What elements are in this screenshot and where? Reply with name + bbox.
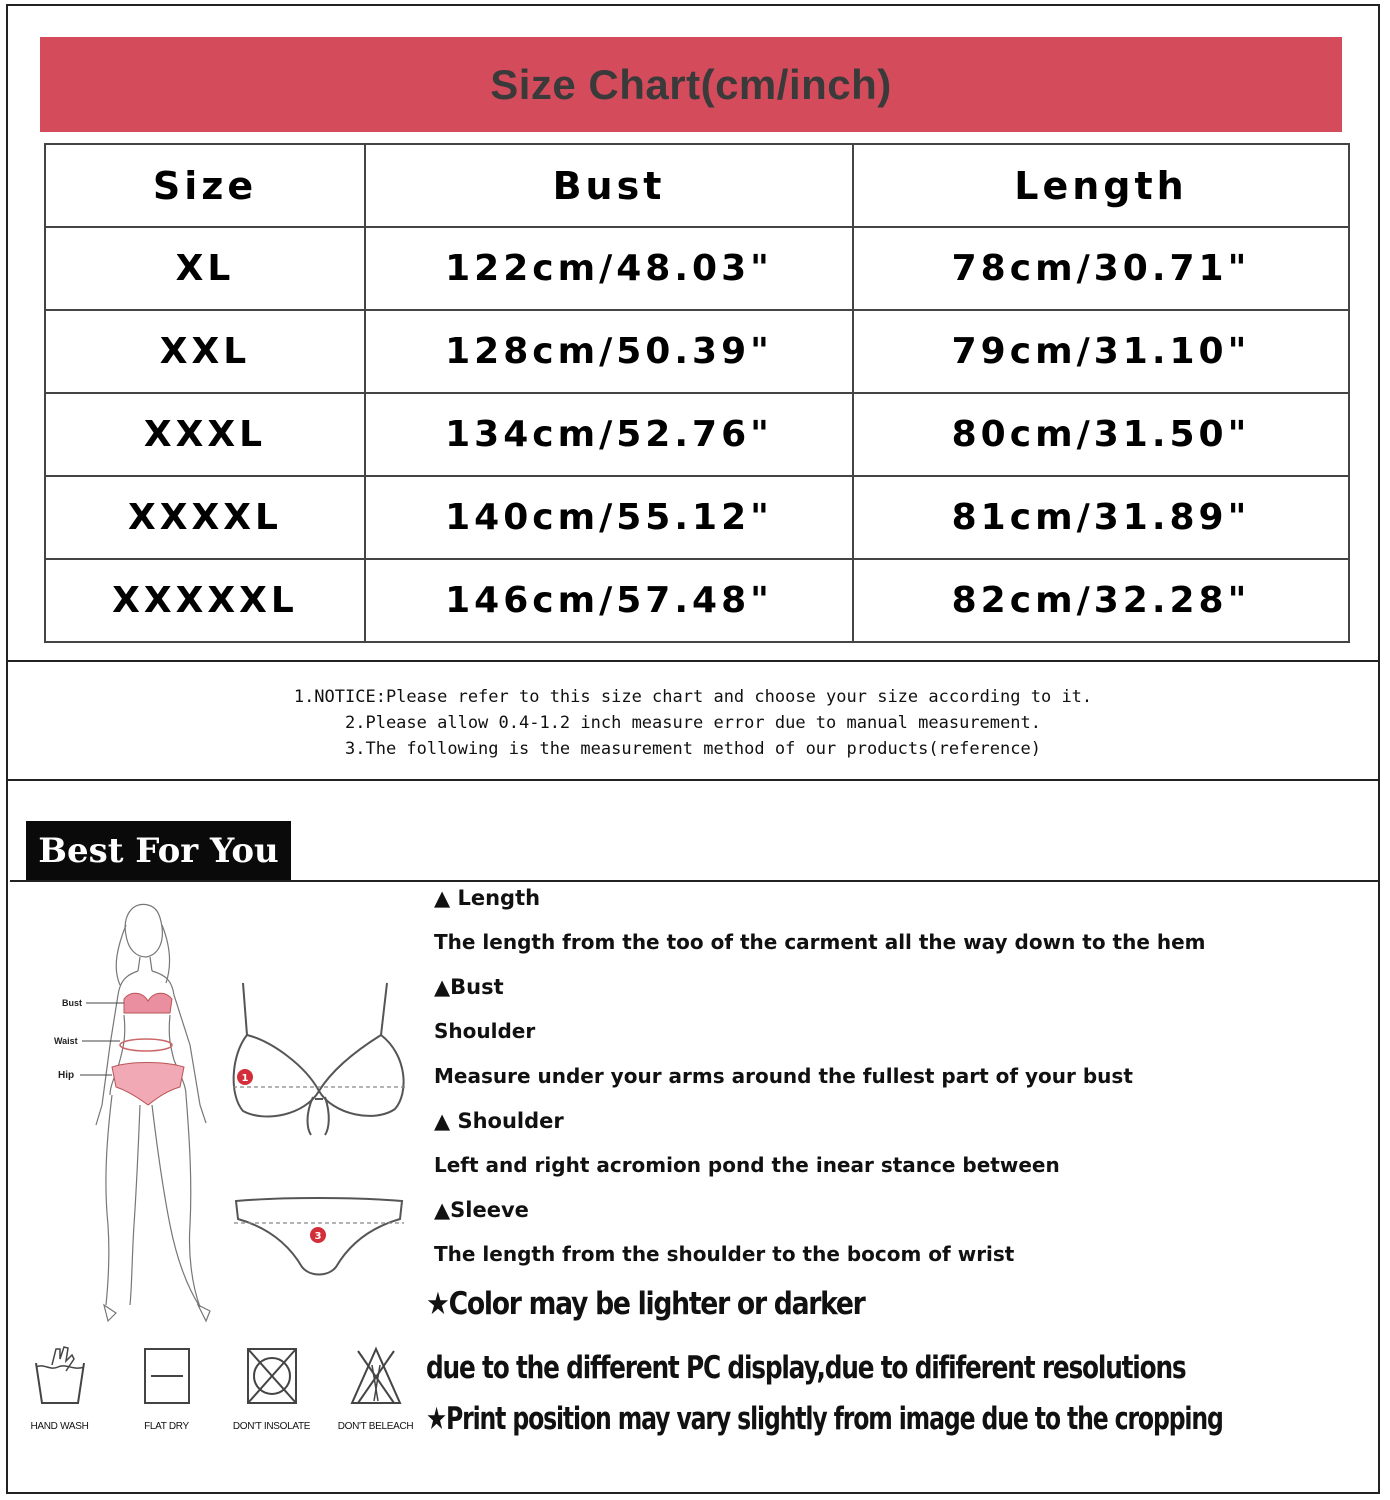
length-description: The length from the too of the carment all the way down to the hem: [434, 930, 1206, 954]
shoulder-description: Left and right acromion pond the inear stance between: [434, 1153, 1060, 1177]
shoulder-heading: ▲ Shoulder: [434, 1109, 564, 1133]
notice-block: [6, 684, 1380, 762]
dont-bleach-icon: [346, 1345, 406, 1407]
dont-insolate-icon: [242, 1345, 302, 1407]
notice-line: 3.The following is the measurement method of our products(reference): [345, 739, 1041, 759]
banner-title: Size Chart(cm/inch): [490, 60, 892, 108]
disclaimer-color: ★Color may be lighter or darker: [426, 1286, 865, 1322]
table-header-row: [45, 144, 1349, 227]
cell-size: XXXXL: [45, 476, 365, 559]
care-flat-dry: [119, 1345, 214, 1432]
cell-length: 81cm/31.89": [853, 476, 1349, 559]
label-bust: Bust: [62, 998, 82, 1008]
label-hip: Hip: [58, 1070, 75, 1081]
header-size: Size: [45, 144, 365, 227]
care-hand-wash: [12, 1345, 107, 1432]
table-row: [45, 476, 1349, 559]
cell-length: 78cm/30.71": [853, 227, 1349, 310]
cell-size: XXL: [45, 310, 365, 393]
marker-one-label: 1: [241, 1073, 249, 1084]
table-row: [45, 393, 1349, 476]
best-for-you-tab: [26, 821, 291, 881]
header-length: Length: [853, 144, 1349, 227]
care-label: DON'T BELEACH: [337, 1421, 414, 1432]
care-dont-bleach: [328, 1345, 423, 1432]
disclaimer-display: due to the different PC display,due to dififerent resolutions: [426, 1350, 1186, 1386]
divider-top: [6, 660, 1380, 662]
care-label: DON'T INSOLATE: [232, 1421, 311, 1432]
divider-bottom: [6, 779, 1380, 781]
cell-bust: 146cm/57.48": [365, 559, 853, 642]
cell-length: 80cm/31.50": [853, 393, 1349, 476]
care-label: HAND WASH: [30, 1421, 89, 1432]
marker-three-label: 3: [314, 1231, 322, 1242]
length-heading: ▲ Length: [434, 886, 541, 910]
cell-size: XL: [45, 227, 365, 310]
sleeve-description: The length from the shoulder to the bocom of wrist: [434, 1242, 1015, 1266]
notice-line: 1.NOTICE:Please refer to this size chart and choose your size according to it.: [293, 687, 1093, 707]
bra-diagram: [225, 975, 415, 1145]
notice-line: 2.Please allow 0.4-1.2 inch measure error due to manual measurement.: [345, 713, 1041, 733]
cell-bust: 128cm/50.39": [365, 310, 853, 393]
table-row: [45, 559, 1349, 642]
disclaimer-print: ★Print position may vary slightly from image due to the cropping: [426, 1401, 1223, 1437]
cell-length: 79cm/31.10": [853, 310, 1349, 393]
best-underline: [10, 880, 1378, 882]
bust-subheading: Shoulder: [434, 1019, 536, 1043]
label-waist: Waist: [54, 1036, 78, 1046]
bust-description: Measure under your arms around the fullest part of your bust: [434, 1064, 1133, 1088]
cell-size: XXXL: [45, 393, 365, 476]
header-bust: Bust: [365, 144, 853, 227]
cell-bust: 134cm/52.76": [365, 393, 853, 476]
cell-size: XXXXXL: [45, 559, 365, 642]
table-row: [45, 227, 1349, 310]
table-row: [45, 310, 1349, 393]
cell-bust: 140cm/55.12": [365, 476, 853, 559]
cell-length: 82cm/32.28": [853, 559, 1349, 642]
best-for-you-title: Best For You: [38, 831, 279, 871]
bust-heading: ▲Bust: [434, 975, 504, 999]
panty-diagram: [232, 1193, 407, 1278]
care-label: FLAT DRY: [144, 1421, 189, 1432]
hand-wash-icon: [30, 1345, 90, 1407]
care-dont-insolate: [224, 1345, 319, 1432]
flat-dry-icon: [137, 1345, 197, 1407]
size-chart-banner: [40, 37, 1342, 132]
figure-illustration: [40, 895, 230, 1325]
cell-bust: 122cm/48.03": [365, 227, 853, 310]
size-table: [44, 143, 1350, 643]
sleeve-heading: ▲Sleeve: [434, 1198, 529, 1222]
